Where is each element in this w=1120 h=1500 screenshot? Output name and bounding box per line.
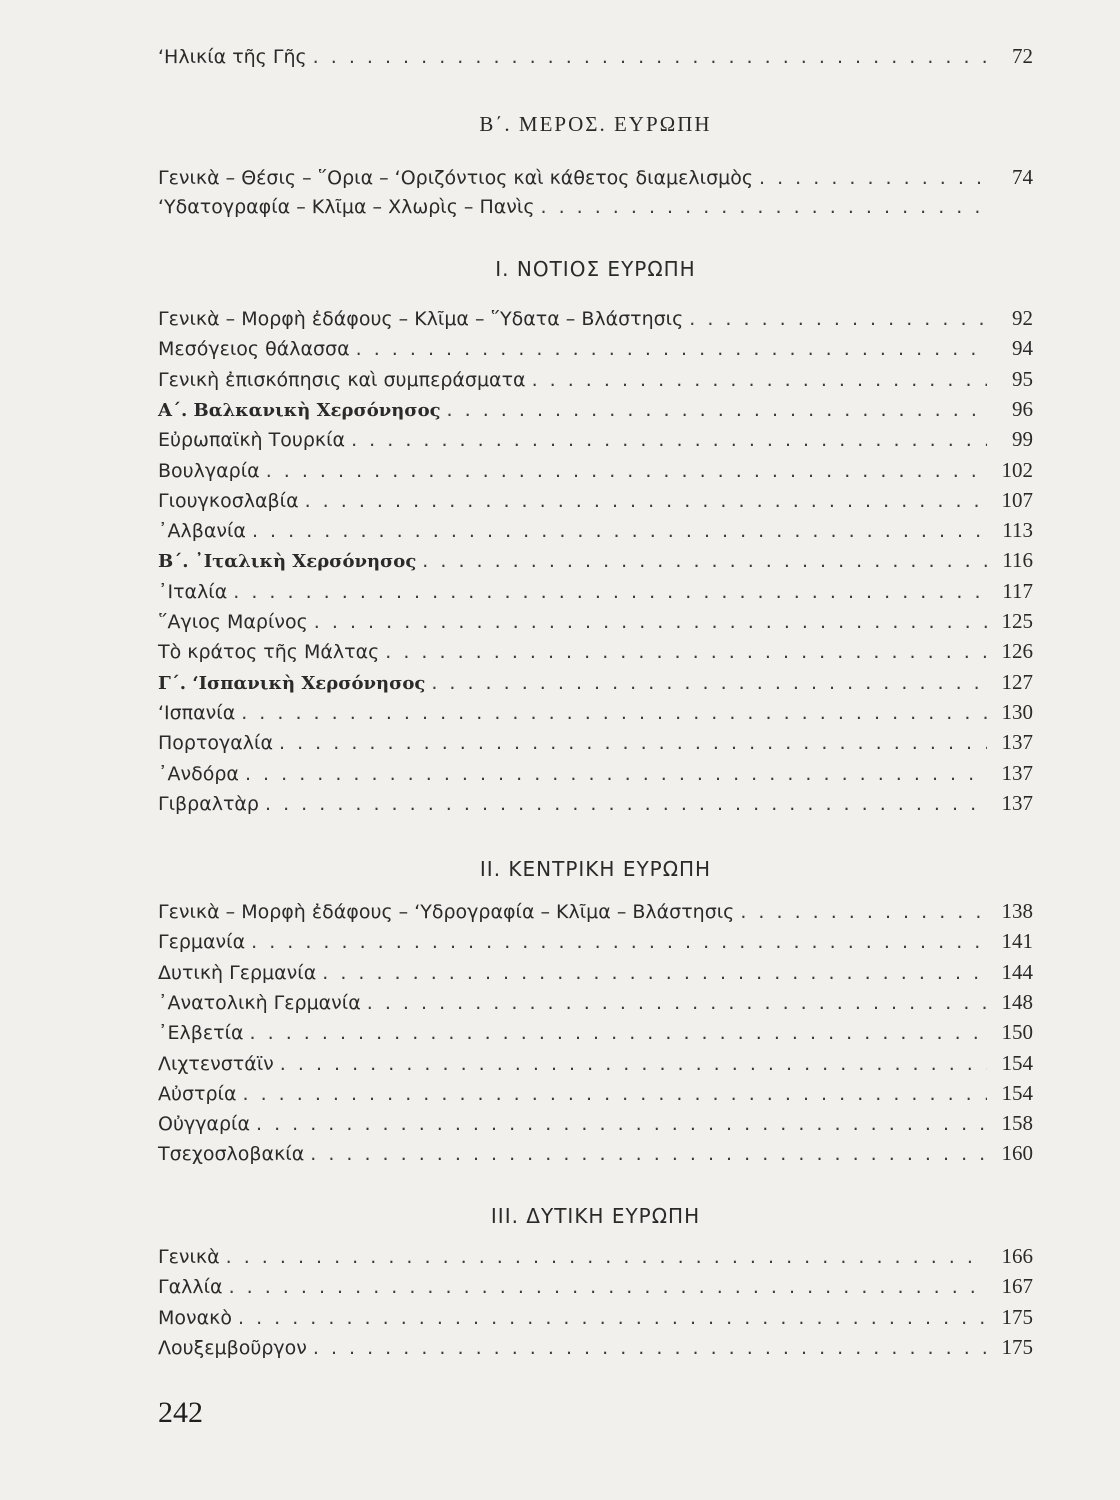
toc-entry <box>158 608 1033 634</box>
section-south-heading: Ι. ΝΟΤΙΟΣ ΕΥΡΩΠΗ <box>495 257 696 281</box>
dot-leader <box>759 165 987 191</box>
entry-label: ᾿Ιταλία <box>158 580 228 603</box>
dot-leader <box>422 548 987 574</box>
entry-page: 92 <box>1012 306 1033 330</box>
dot-leader <box>740 899 987 925</box>
entry-label: Τὸ κράτος τῆς Μάλτας <box>158 641 380 664</box>
dot-leader <box>229 1274 987 1300</box>
entry-page: 107 <box>1001 487 1033 512</box>
toc-entry <box>158 547 1033 573</box>
dot-leader <box>367 990 987 1016</box>
entry-label: Γερμανία <box>158 931 246 954</box>
entry-label: ᾿Ελβετία <box>158 1022 244 1045</box>
entry-label: ᾿Ανατολικὴ Γερμανία <box>158 991 361 1014</box>
entry-label: ῞Αγιος Μαρίνος <box>158 611 308 633</box>
dot-leader <box>250 1020 987 1046</box>
entry-page: 160 <box>1001 1141 1033 1166</box>
toc-entry <box>158 517 1033 543</box>
subsection-title: Β΄. ᾿Ιταλικὴ Χερσόνησος <box>158 551 417 573</box>
toc-entry <box>158 457 1033 483</box>
toc-entry <box>158 729 1033 755</box>
entry-page: 138 <box>1001 899 1033 923</box>
entry-label: Γενικὴ ἐπισκόπησις καὶ συμπεράσματα <box>158 368 526 391</box>
dot-leader <box>313 44 987 70</box>
entry-label: Λουξεμβοῦργον <box>158 1336 307 1359</box>
entry-page: 125 <box>1001 609 1033 633</box>
dot-leader <box>266 458 987 484</box>
part-b-heading: Β΄. ΜΕΡΟΣ. ΕΥΡΩΠΗ <box>479 112 712 136</box>
entry-page: 74 <box>1012 165 1033 189</box>
dot-leader <box>310 1141 987 1167</box>
dot-leader <box>251 929 987 955</box>
dot-leader <box>314 609 987 635</box>
toc-entry <box>158 1050 1033 1076</box>
dot-leader <box>689 306 987 332</box>
entry-label: Βουλγαρία <box>158 459 260 482</box>
toc-entry-age-of-earth <box>158 43 1033 69</box>
entry-page: 96 <box>1012 396 1033 421</box>
entry-page: 158 <box>1001 1111 1033 1136</box>
entry-label: Μεσόγειος θάλασσα <box>158 338 350 361</box>
entry-page: 117 <box>1002 578 1033 603</box>
dot-leader <box>431 670 987 696</box>
dot-leader <box>279 730 987 756</box>
dot-leader <box>447 397 987 423</box>
entry-label: ‘Ηλικία τῆς Γῆς <box>158 46 307 68</box>
entry-label: ᾿Ανδόρα <box>158 762 239 785</box>
entry-label: Γιβραλτὰρ <box>158 792 259 815</box>
subsection-title: Α΄. Βαλκανικὴ Χερσόνησος <box>158 399 441 421</box>
toc-entry <box>158 989 1033 1015</box>
dot-leader <box>280 1051 987 1077</box>
toc-entry <box>158 1334 1033 1360</box>
toc-entry <box>158 1140 1033 1166</box>
toc-entry <box>158 1273 1033 1299</box>
dot-leader <box>540 194 987 220</box>
dot-leader <box>243 1081 988 1107</box>
dot-leader <box>532 367 987 393</box>
entry-page: 126 <box>1001 639 1033 664</box>
entry-label: Εὐρωπαϊκὴ Τουρκία <box>158 429 346 452</box>
entry-page: 144 <box>1001 959 1033 984</box>
entry-page: 175 <box>1001 1304 1033 1329</box>
toc-entry <box>158 487 1033 513</box>
dot-leader <box>385 639 987 665</box>
section-central-heading: ΙΙ. ΚΕΝΤΡΙΚΗ ΕΥΡΩΠΗ <box>479 857 712 881</box>
entry-label: Οὐγγαρία <box>158 1113 250 1136</box>
entry-page: 94 <box>1012 336 1033 361</box>
entry-label: Δυτικὴ Γερμανία <box>158 961 317 984</box>
entry-page: 99 <box>1012 427 1033 452</box>
toc-entry <box>158 366 1033 392</box>
toc-entry <box>158 1110 1033 1136</box>
toc-entry <box>158 396 1033 422</box>
dot-leader <box>356 336 987 362</box>
dot-leader <box>322 960 987 986</box>
section-west-heading: ΙΙΙ. ΔΥΤΙΚΗ ΕΥΡΩΠΗ <box>490 1204 701 1228</box>
toc-entry <box>158 426 1033 452</box>
entry-page: 137 <box>1001 760 1033 785</box>
toc-entry <box>158 335 1033 361</box>
entry-label: ‘Υδατογραφία – Κλῖμα – Χλωρὶς – Πανὶς <box>158 196 535 218</box>
entry-label: Λιχτενστάϊν <box>158 1052 274 1075</box>
dot-leader <box>305 488 987 514</box>
entry-page: 130 <box>1001 699 1033 724</box>
entry-label: Γενικὰ – Θέσις – ῞Ορια – ‘Οριζόντιος καὶ κάθετος διαμελισμὸς <box>158 167 753 189</box>
entry-page: 141 <box>1001 929 1033 954</box>
entry-label: Γαλλία <box>158 1276 223 1299</box>
entry-label: Γενικὰ – Μορφὴ ἐδάφους – ‘Υδρογραφία – Κλῖμα – Βλάστησις <box>158 901 735 923</box>
subsection-title: Γ΄. ‘Ισπανικὴ Χερσόνησος <box>158 672 426 694</box>
toc-entry <box>158 898 1033 924</box>
dot-leader <box>233 579 987 605</box>
entry-page: 95 <box>1012 366 1033 391</box>
dot-leader <box>265 791 987 817</box>
page-number: 242 <box>158 1396 203 1429</box>
entry-page: 154 <box>1001 1050 1033 1075</box>
toc-entry <box>158 928 1033 954</box>
dot-leader <box>313 1335 987 1361</box>
toc-entry <box>158 638 1033 664</box>
dot-leader <box>226 1244 987 1270</box>
entry-label: Γενικὰ – Μορφὴ ἐδάφους – Κλῖμα – ῞Υδατα – Βλάστησις <box>158 308 684 330</box>
entry-label: Γιουγκοσλαβία <box>158 489 299 512</box>
toc-entry <box>158 578 1033 604</box>
entry-page: 116 <box>1002 548 1033 573</box>
entry-page: 150 <box>1001 1020 1033 1045</box>
entry-page: 167 <box>1001 1274 1033 1299</box>
toc-entry <box>158 1243 1033 1269</box>
toc-entry <box>158 1304 1033 1330</box>
entry-page: 102 <box>1001 457 1033 482</box>
toc-entry <box>158 790 1033 816</box>
dot-leader <box>241 700 987 726</box>
entry-page: 113 <box>1002 518 1033 543</box>
entry-page: 127 <box>1001 669 1033 694</box>
toc-entry <box>158 699 1033 725</box>
toc-entry <box>158 669 1033 695</box>
toc-entry <box>158 760 1033 786</box>
entry-label: Γενικὰ <box>158 1246 220 1268</box>
entry-label: Τσεχοσλοβακία <box>158 1143 305 1166</box>
entry-page: 137 <box>1001 730 1033 755</box>
dot-leader <box>256 1111 987 1137</box>
toc-entry <box>158 959 1033 985</box>
toc-entry <box>158 1019 1033 1045</box>
dot-leader <box>238 1305 987 1331</box>
toc-entry <box>158 164 1033 190</box>
toc-entry <box>158 305 1033 331</box>
toc-entry <box>158 1080 1033 1106</box>
entry-label: Αὐστρία <box>158 1082 237 1105</box>
entry-label: ᾿Αλβανία <box>158 520 246 543</box>
entry-label: Μονακὸ <box>158 1306 232 1329</box>
dot-leader <box>245 761 987 787</box>
dot-leader <box>351 427 987 453</box>
entry-page: 137 <box>1001 790 1033 815</box>
entry-label: Πορτογαλία <box>158 732 274 755</box>
entry-page: 175 <box>1001 1334 1033 1359</box>
entry-page: 148 <box>1001 989 1033 1014</box>
entry-label: ‘Ισπανία <box>158 701 236 724</box>
toc-entry <box>158 194 1033 220</box>
entry-page: 72 <box>1012 44 1033 68</box>
entry-page: 154 <box>1001 1080 1033 1105</box>
entry-page: 166 <box>1001 1244 1033 1268</box>
dot-leader <box>252 518 987 544</box>
